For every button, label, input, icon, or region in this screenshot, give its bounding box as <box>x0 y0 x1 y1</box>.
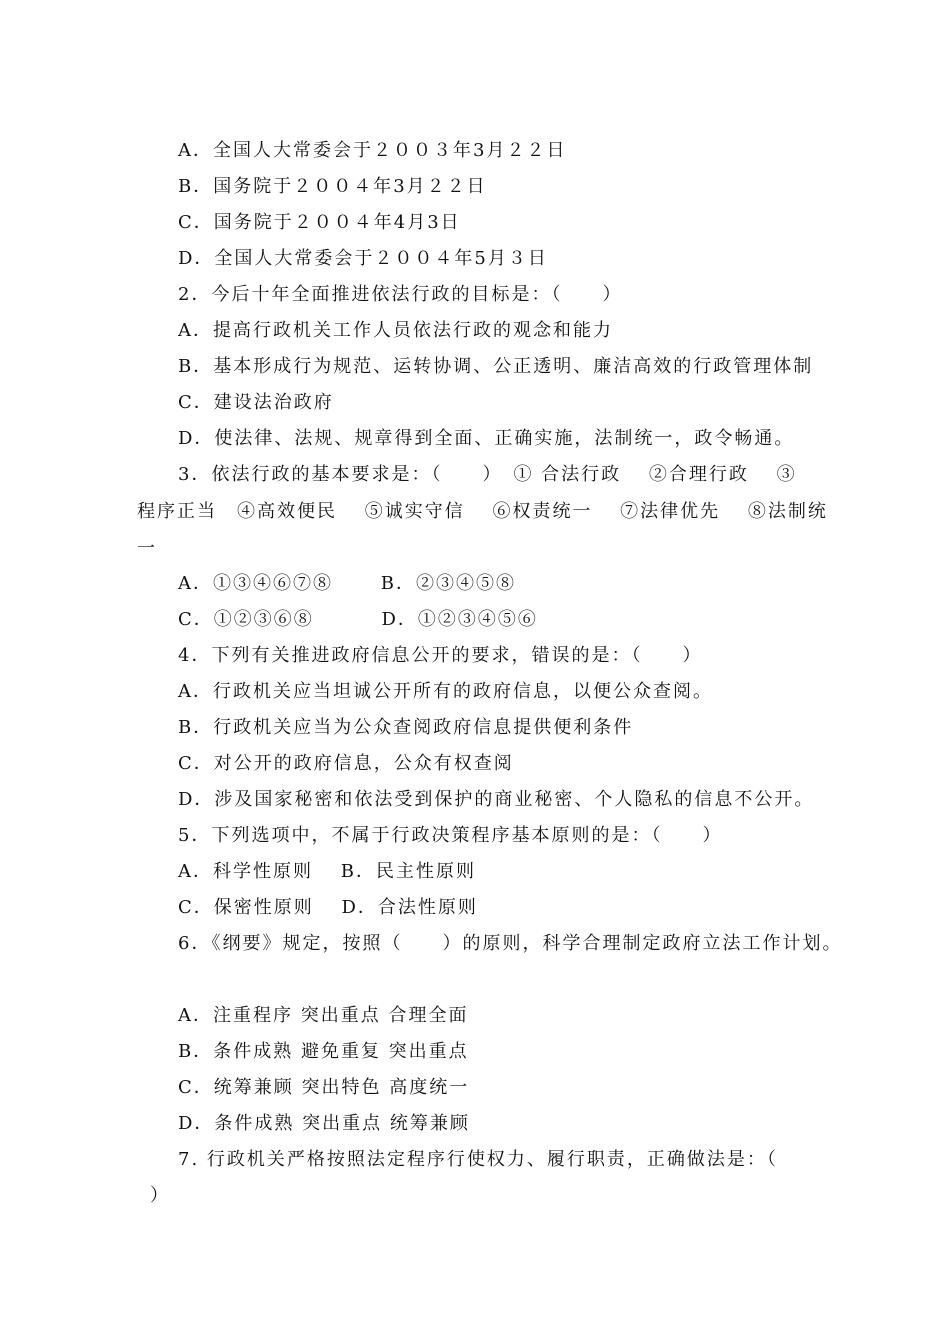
question-7-continued: ） <box>150 1185 170 1206</box>
option-2a: A．提高行政机关工作人员依法行政的观念和能力 <box>178 320 613 341</box>
option-2d: D．使法律、法规、规章得到全面、正确实施，法制统一，政令畅通。 <box>178 428 795 449</box>
question-7: 7. 行政机关严格按照法定程序行使权力、履行职责，正确做法是：（ <box>178 1149 778 1170</box>
option-4c: C．对公开的政府信息，公众有权查阅 <box>178 753 514 774</box>
option-1b: B．国务院于２００４年3月２２日 <box>178 176 487 197</box>
option-4b: B．行政机关应当为公众查阅政府信息提供便利条件 <box>178 717 634 738</box>
option-4a: A．行政机关应当坦诚公开所有的政府信息，以便公众查阅。 <box>178 681 713 702</box>
option-1a: A．全国人大常委会于２００３年3月２２日 <box>178 140 567 161</box>
question-4: 4．下列有关推进政府信息公开的要求，错误的是：（ ） <box>178 645 703 666</box>
question-2: 2．今后十年全面推进依法行政的目标是：（ ） <box>178 284 623 305</box>
question-3-continued-end: 一 <box>137 538 157 559</box>
option-1d: D．全国人大常委会于２００４年5月３日 <box>178 248 548 269</box>
option-6c: C．统筹兼顾 突出特色 高度统一 <box>178 1077 470 1098</box>
option-3cd: C．①②③⑥⑧ D．①②③④⑤⑥ <box>178 609 538 630</box>
option-1c: C．国务院于２００４年4月3日 <box>178 212 461 233</box>
question-3-continued: 程序正当 ④高效便民 ⑤诚实守信 ⑥权责统一 ⑦法律优先 ⑧法制统 <box>137 501 828 522</box>
option-5ab: A．科学性原则 B．民主性原则 <box>178 861 476 882</box>
option-2b: B．基本形成行为规范、运转协调、公正透明、廉洁高效的行政管理体制 <box>178 356 814 377</box>
option-5cd: C．保密性原则 D．合法性原则 <box>178 897 478 918</box>
option-6b: B．条件成熟 避免重复 突出重点 <box>178 1041 469 1062</box>
option-3ab: A．①③④⑥⑦⑧ B．②③④⑤⑧ <box>178 573 516 594</box>
option-2c: C．建设法治政府 <box>178 392 334 413</box>
question-6: 6．《纲要》规定，按照（ ）的原则，科学合理制定政府立法工作计划。 <box>178 933 843 954</box>
question-5: 5．下列选项中，不属于行政决策程序基本原则的是：（ ） <box>178 825 723 846</box>
question-3: 3．依法行政的基本要求是：（ ） ① 合法行政 ②合理行政 ③ <box>178 464 797 485</box>
option-6d: D．条件成熟 突出重点 统筹兼顾 <box>178 1113 470 1134</box>
option-4d: D．涉及国家秘密和依法受到保护的商业秘密、个人隐私的信息不公开。 <box>178 789 815 810</box>
option-6a: A．注重程序 突出重点 合理全面 <box>178 1005 469 1026</box>
